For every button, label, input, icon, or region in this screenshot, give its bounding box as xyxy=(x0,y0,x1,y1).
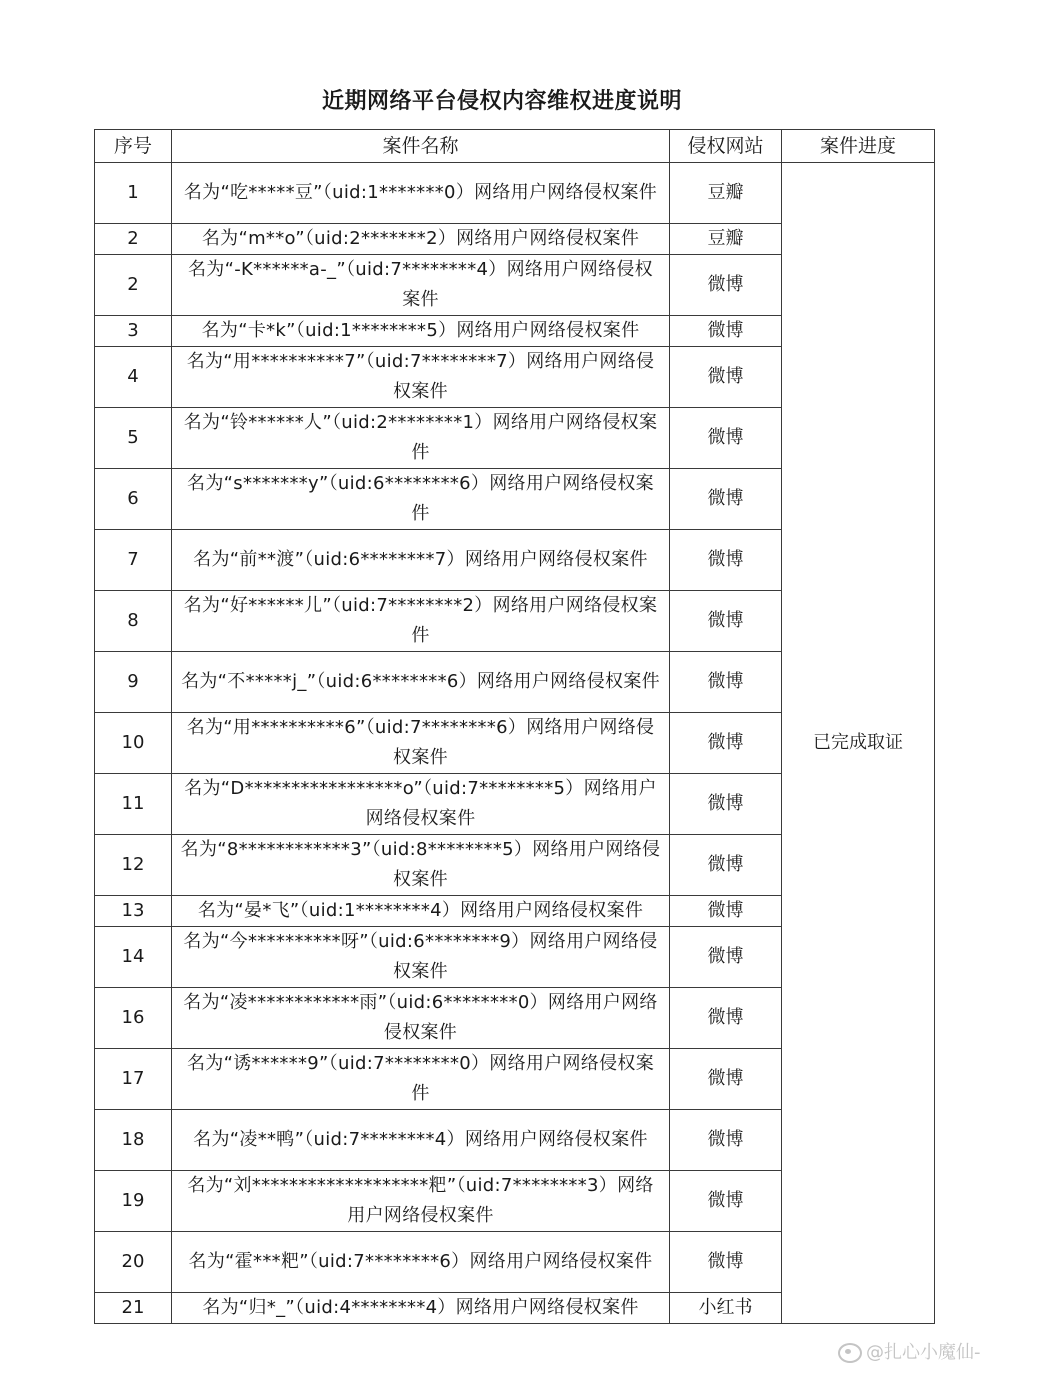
row-case-name: 名为“吃*****豆”（uid:1*******0）网络用户网络侵权案件 xyxy=(172,163,670,224)
row-index: 18 xyxy=(95,1110,172,1171)
row-index: 16 xyxy=(95,988,172,1049)
row-case-name: 名为“不*****j_”（uid:6********6）网络用户网络侵权案件 xyxy=(172,652,670,713)
row-index: 8 xyxy=(95,591,172,652)
row-case-name: 名为“霍***粑”（uid:7********6）网络用户网络侵权案件 xyxy=(172,1232,670,1293)
table-row xyxy=(95,163,935,224)
header-index: 序号 xyxy=(95,130,172,163)
watermark-text: @扎心小魔仙- xyxy=(866,1342,981,1363)
row-site: 微博 xyxy=(670,1171,782,1232)
row-site: 微博 xyxy=(670,774,782,835)
header-progress: 案件进度 xyxy=(782,130,935,163)
row-case-name: 名为“-K******a-_”（uid:7********4）网络用户网络侵权案件 xyxy=(172,255,670,316)
header-site: 侵权网站 xyxy=(670,130,782,163)
row-index: 7 xyxy=(95,530,172,591)
row-index: 20 xyxy=(95,1232,172,1293)
row-index: 10 xyxy=(95,713,172,774)
row-site: 微博 xyxy=(670,1110,782,1171)
table-header-row xyxy=(95,130,935,163)
row-index: 4 xyxy=(95,347,172,408)
row-case-name: 名为“刘*******************粑”（uid:7********3）网络用户网络侵权案件 xyxy=(172,1171,670,1232)
row-site: 微博 xyxy=(670,835,782,896)
row-case-name: 名为“用**********7”（uid:7********7）网络用户网络侵权案件 xyxy=(172,347,670,408)
row-case-name: 名为“今**********呀”（uid:6********9）网络用户网络侵权案件 xyxy=(172,927,670,988)
row-site: 小红书 xyxy=(670,1293,782,1324)
row-site: 微博 xyxy=(670,652,782,713)
row-case-name: 名为“8************3”（uid:8********5）网络用户网络侵权案件 xyxy=(172,835,670,896)
row-case-name: 名为“诱******9”（uid:7********0）网络用户网络侵权案件 xyxy=(172,1049,670,1110)
row-case-name: 名为“s*******y”（uid:6********6）网络用户网络侵权案件 xyxy=(172,469,670,530)
row-case-name: 名为“凌************雨”（uid:6********0）网络用户网络侵权案件 xyxy=(172,988,670,1049)
row-case-name: 名为“凌**鸭”（uid:7********4）网络用户网络侵权案件 xyxy=(172,1110,670,1171)
row-index: 3 xyxy=(95,316,172,347)
header-case-name: 案件名称 xyxy=(172,130,670,163)
weibo-icon xyxy=(838,1343,862,1363)
row-site: 微博 xyxy=(670,713,782,774)
row-site: 微博 xyxy=(670,1232,782,1293)
document-title: 近期网络平台侵权内容维权进度说明 xyxy=(321,89,682,114)
row-site: 微博 xyxy=(670,927,782,988)
row-index: 6 xyxy=(95,469,172,530)
row-index: 11 xyxy=(95,774,172,835)
row-case-name: 名为“m**o”（uid:2*******2）网络用户网络侵权案件 xyxy=(172,224,670,255)
row-site: 微博 xyxy=(670,530,782,591)
progress-status: 已完成取证 xyxy=(782,163,935,1324)
row-index: 12 xyxy=(95,835,172,896)
row-case-name: 名为“好******儿”（uid:7********2）网络用户网络侵权案件 xyxy=(172,591,670,652)
row-case-name: 名为“晏*飞”（uid:1********4）网络用户网络侵权案件 xyxy=(172,896,670,927)
row-index: 1 xyxy=(95,163,172,224)
row-index: 2 xyxy=(95,255,172,316)
row-index: 14 xyxy=(95,927,172,988)
row-site: 微博 xyxy=(670,255,782,316)
row-index: 5 xyxy=(95,408,172,469)
row-site: 豆瓣 xyxy=(670,224,782,255)
row-index: 19 xyxy=(95,1171,172,1232)
row-site: 豆瓣 xyxy=(670,163,782,224)
row-case-name: 名为“卡*k”（uid:1********5）网络用户网络侵权案件 xyxy=(172,316,670,347)
row-site: 微博 xyxy=(670,591,782,652)
row-site: 微博 xyxy=(670,316,782,347)
row-case-name: 名为“前**渡”（uid:6********7）网络用户网络侵权案件 xyxy=(172,530,670,591)
row-case-name: 名为“用**********6”（uid:7********6）网络用户网络侵权案件 xyxy=(172,713,670,774)
row-site: 微博 xyxy=(670,988,782,1049)
row-case-name: 名为“归*_”（uid:4********4）网络用户网络侵权案件 xyxy=(172,1293,670,1324)
row-site: 微博 xyxy=(670,469,782,530)
case-progress-table xyxy=(94,129,935,1324)
row-index: 17 xyxy=(95,1049,172,1110)
case-table-body xyxy=(95,163,935,1324)
row-case-name: 名为“D*****************o”（uid:7********5）网络用户网络侵权案件 xyxy=(172,774,670,835)
row-index: 21 xyxy=(95,1293,172,1324)
watermark xyxy=(838,1338,981,1364)
row-index: 2 xyxy=(95,224,172,255)
row-site: 微博 xyxy=(670,408,782,469)
row-site: 微博 xyxy=(670,347,782,408)
row-index: 13 xyxy=(95,896,172,927)
row-site: 微博 xyxy=(670,896,782,927)
row-site: 微博 xyxy=(670,1049,782,1110)
row-index: 9 xyxy=(95,652,172,713)
row-case-name: 名为“铃******人”（uid:2********1）网络用户网络侵权案件 xyxy=(172,408,670,469)
